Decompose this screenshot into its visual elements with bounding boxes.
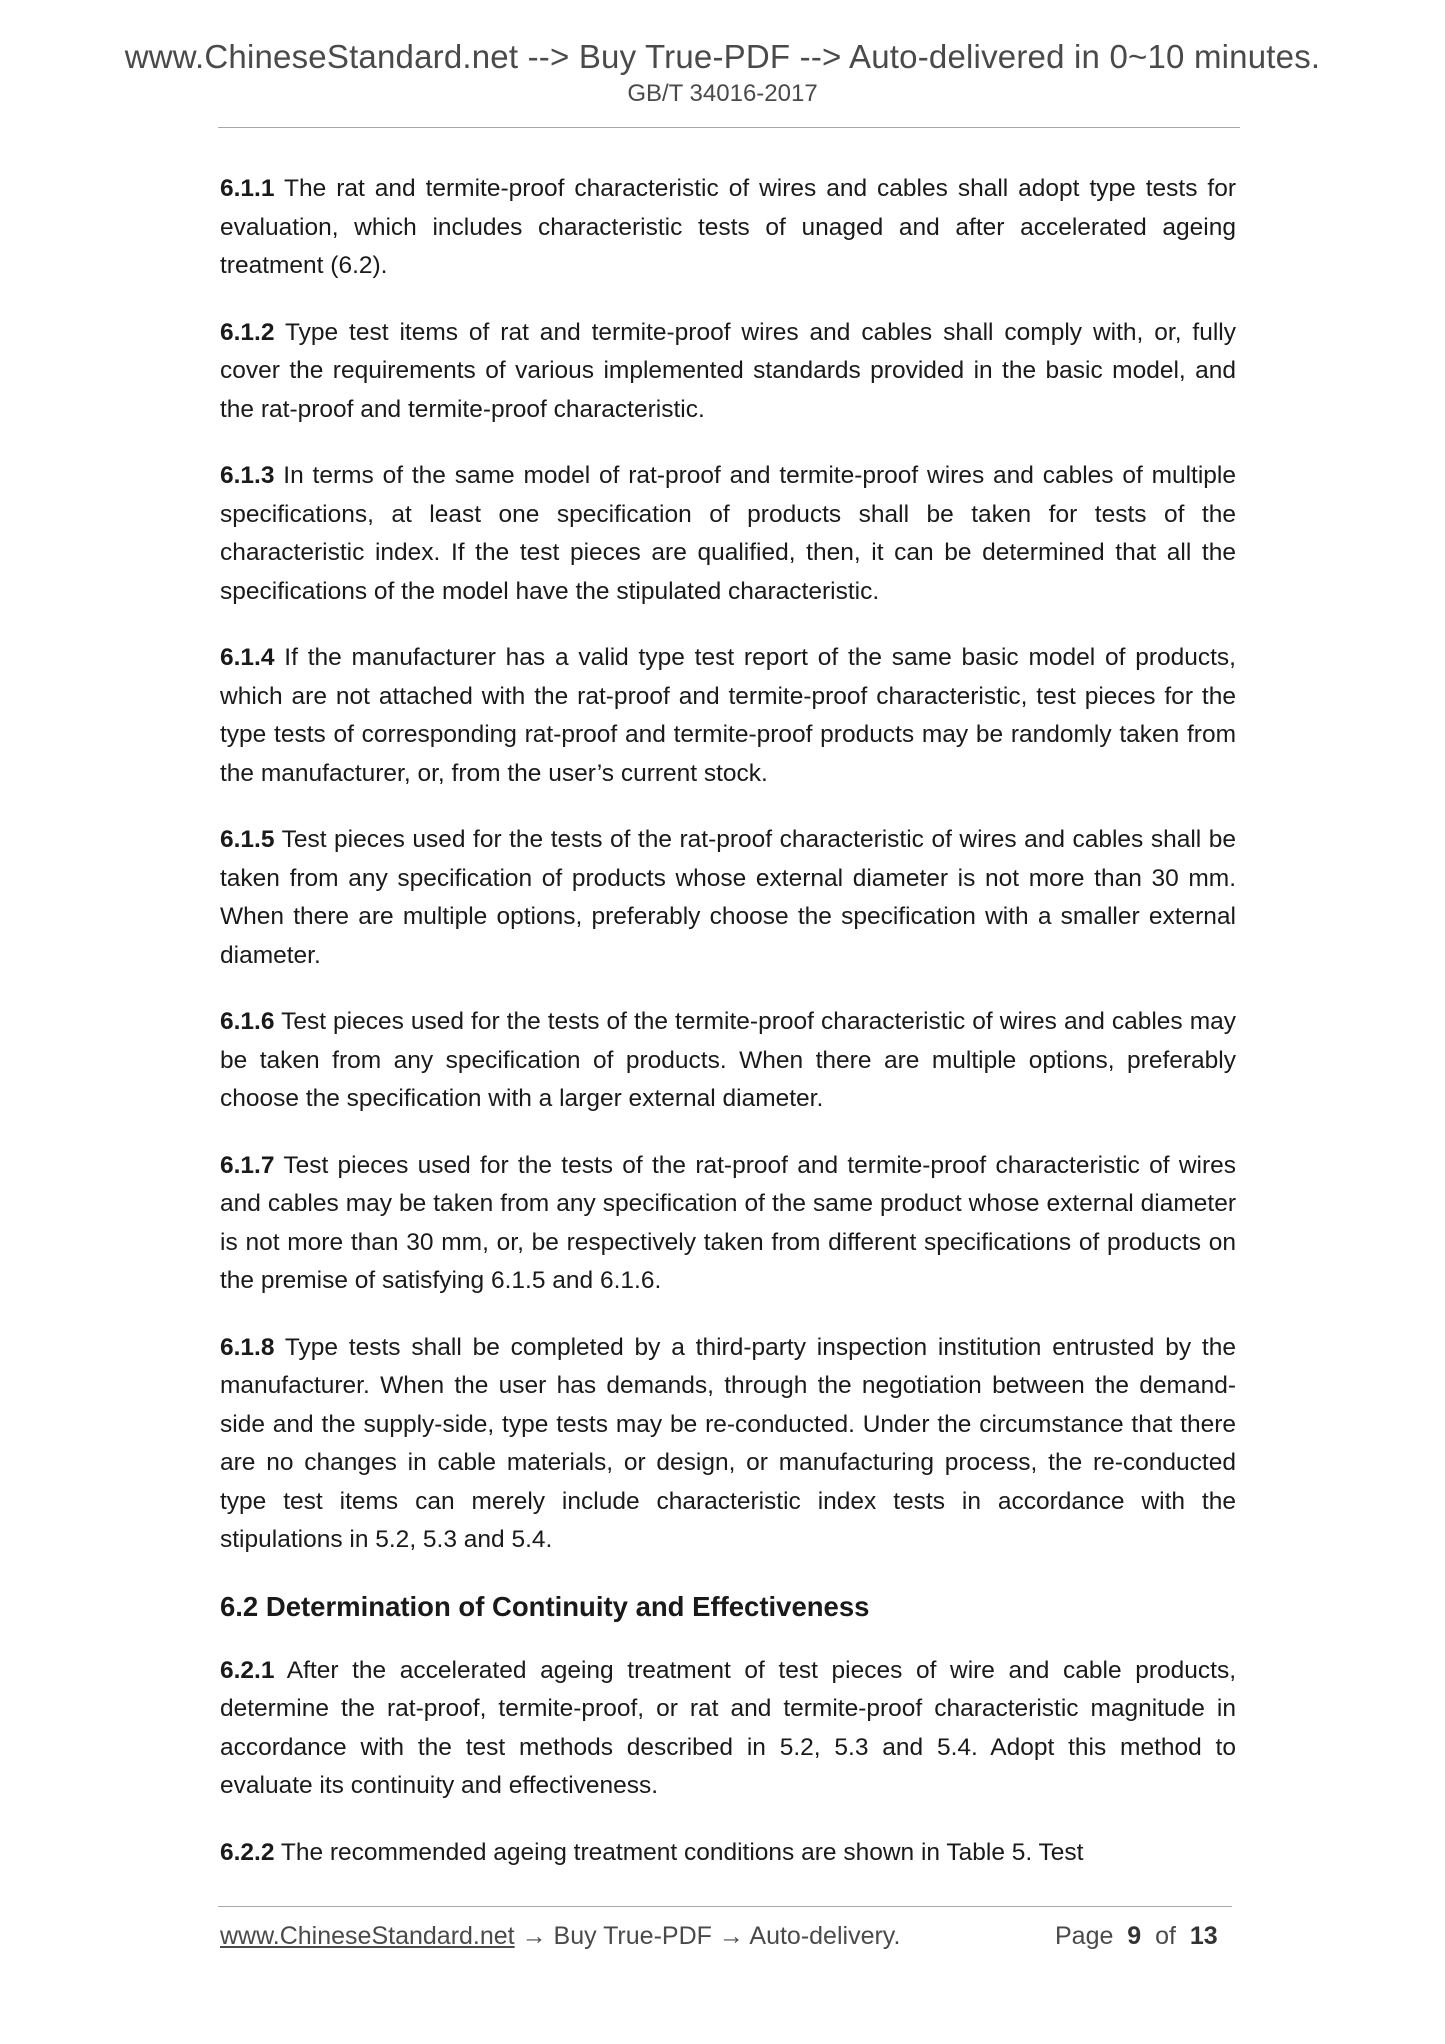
clause-number: 6.2.2	[220, 1838, 275, 1866]
clause-6-1-7	[220, 1147, 1236, 1301]
clause-text: Test pieces used for the tests of the rat-proof and termite-proof characteristic of wires and cables may be taken from any specification of the same product whose external diameter is not more than 30 mm, or, be respectively taken from different specifications of products on the premise of satisfying 6.1.5 and 6.1.6.	[220, 1151, 1236, 1294]
page-total: 13	[1189, 1922, 1218, 1950]
footer-promo	[220, 1922, 900, 1951]
clause-6-2-2	[220, 1834, 1236, 1873]
clause-number: 6.1.2	[220, 318, 275, 346]
clause-text: Type tests shall be completed by a third-party inspection institution entrusted by the manufacturer. When the user has demands, through the negotiation between the demand-side and the supply-side, type tests may be re-conducted. Under the circumstance that there are no changes in cable materials, or design, or manufacturing process, the re-conducted type test items can merely include characteristic index tests in accordance with the stipulations in 5.2, 5.3 and 5.4.	[220, 1333, 1236, 1553]
page-indicator	[1055, 1922, 1218, 1951]
footer-site-link[interactable]: www.ChineseStandard.net	[220, 1922, 515, 1950]
clause-text: In terms of the same model of rat-proof and termite-proof wires and cables of multiple specifications, at least one specification of products shall be taken for tests of the characteristic index. If the test pieces are qualified, then, it can be determined that all the specifications of the model have the stipulated characteristic.	[220, 462, 1236, 605]
top-banner: www.ChineseStandard.net --> Buy True-PDF --> Auto-delivered in 0~10 minutes.	[124, 38, 1321, 75]
clause-text: Test pieces used for the tests of the termite-proof characteristic of wires and cables may be taken from any specification of products. When there are multiple options, preferably choose the specification with a larger external diameter.	[220, 1008, 1236, 1112]
clause-6-1-3	[220, 457, 1236, 611]
clause-6-1-8	[220, 1329, 1236, 1560]
section-heading: 6.2 Determination of Continuity and Effectiveness	[220, 1590, 870, 1622]
clause-text: Test pieces used for the tests of the rat-proof characteristic of wires and cables shall be taken from any specification of products whose external diameter is not more than 30 mm. When there are multiple options, preferably choose the specification with a smaller external diameter.	[220, 826, 1236, 969]
clause-text: Type test items of rat and termite-proof wires and cables shall comply with, or, fully cover the requirements of various implemented standards provided in the basic model, and the rat-proof and termite-proof characteristic.	[220, 318, 1236, 423]
clause-6-1-4	[220, 639, 1236, 793]
clause-text: After the accelerated ageing treatment of test pieces of wire and cable products, determine the rat-proof, termite-proof, or rat and termite-proof characteristic magnitude in accordance with the test methods described in 5.2, 5.3 and 5.4. Adopt this method to evaluate its continuity and effectiveness.	[220, 1656, 1236, 1799]
clause-number: 6.1.1	[220, 175, 275, 202]
clause-number: 6.1.4	[220, 644, 275, 671]
clause-number: 6.1.8	[220, 1333, 275, 1361]
standard-code: GB/T 34016-2017	[627, 80, 818, 107]
document-body	[220, 170, 1236, 1900]
page-label: Page	[1055, 1922, 1114, 1950]
of-label: of	[1155, 1922, 1176, 1950]
clause-number: 6.1.3	[220, 462, 275, 489]
clause-number: 6.2.1	[220, 1656, 275, 1684]
clause-6-1-5	[220, 821, 1236, 975]
clause-number: 6.1.6	[220, 1008, 275, 1035]
clause-text: If the manufacturer has a valid type test report of the same basic model of products, which are not attached with the rat-proof and termite-proof characteristic, test pieces for the type tests of corresponding rat-proof and termite-proof products may be randomly taken from the manufacturer, or, from the user’s current stock.	[220, 644, 1236, 787]
footer-tail-text: → Buy True-PDF → Auto-delivery.	[514, 1922, 901, 1950]
clause-6-1-6	[220, 1003, 1236, 1119]
clause-text: The recommended ageing treatment conditions are shown in Table 5. Test	[274, 1838, 1084, 1866]
page-number: 9	[1127, 1922, 1142, 1950]
clause-number: 6.1.5	[220, 826, 275, 853]
clause-6-1-2	[220, 314, 1236, 430]
clause-6-1-1	[220, 170, 1236, 286]
footer-divider	[218, 1906, 1232, 1907]
clause-6-2-1	[220, 1652, 1236, 1806]
clause-text: The rat and termite-proof characteristic of wires and cables shall adopt type tests for evaluation, which includes characteristic tests of unaged and after accelerated ageing treatment (6.2).	[220, 175, 1236, 279]
header-divider	[218, 127, 1240, 128]
clause-number: 6.1.7	[220, 1151, 275, 1179]
